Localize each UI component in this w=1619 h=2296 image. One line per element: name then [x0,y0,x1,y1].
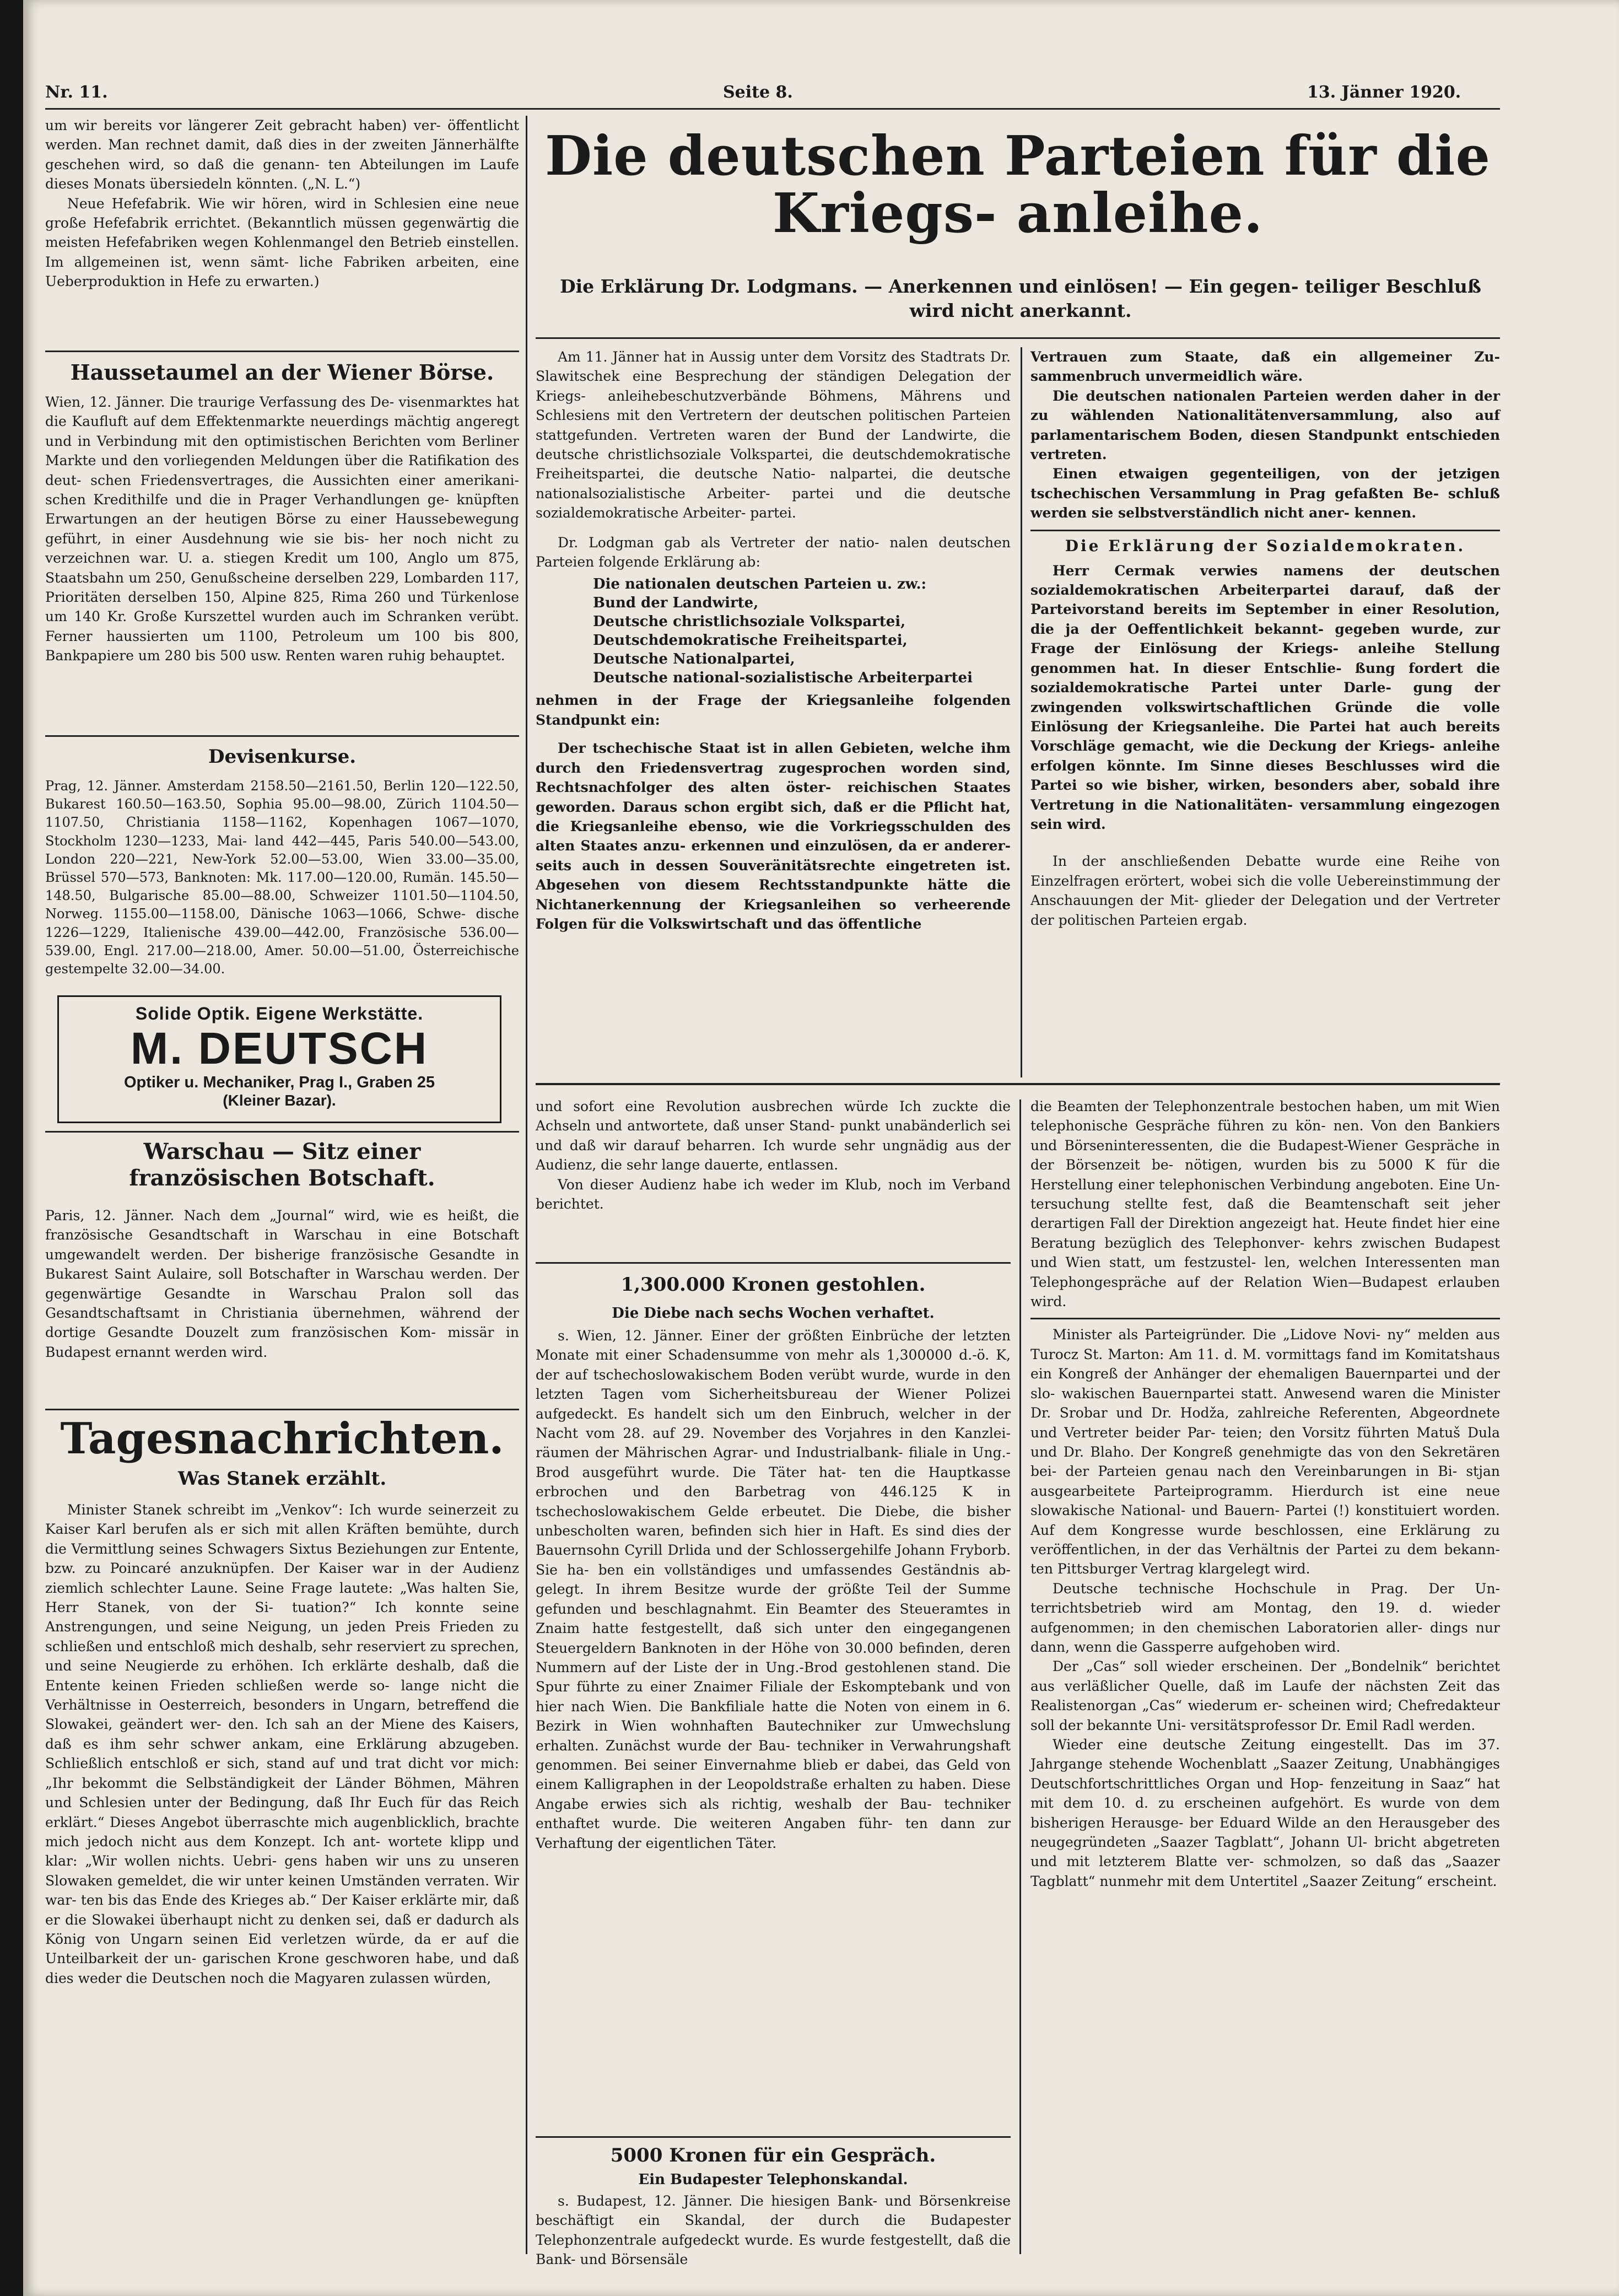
main-p3: nehmen in der Frage der Kriegsanleihe folgenden Standpunkt ein: [536,692,1011,728]
rule [1030,530,1500,531]
telephon-continued: die Beamten der Telephonzentrale bestochen haben, um mit Wien telephonische Gespräche führen zu kön- nen. Von den Bankiers und Börseninteressenten, die die Budapest-Wiener Gespräche in der Börsenzeit be- nötigen, wurden bis zu 5000 K für die Herstellung einer telephonischen Verbindung angeboten. Eine Un- tersuchung stellte fest, daß die Beamtenschaft seit jeher derartigen Fall der Direktion angezeigt hat. Heute findet hier eine Beratung bezüglich des Telephonver- kehrs zwischen Budapest und Wien statt, um festzustel- len, welchen Interessenten man Telephongespräche auf der Relation Wien—Budapest erlauben wird. [1030,1098,1500,1310]
gespraech-title: 5000 Kronen für ein Gespräch. [610,2144,936,2166]
hochschule-article: Deutsche technische Hochschule in Prag. Der Un- terrichtsbetrieb wird am Montag, den 19. d. wieder aufgenommen; in den chemischen Laboratorien aller- dings nur dann, wenn die Gassperre aufgehoben wird. [1030,1580,1500,1655]
header-rule [45,108,1500,110]
ad-line2: Optiker u. Mechaniker, Prag I., Graben 25 [123,1074,435,1091]
rule [45,1409,519,1410]
column-right-lower [1030,1097,1500,1891]
column-middle-lower [536,1097,1011,1214]
main-p8: Herr Cermak verwies namens der deutschen sozialdemokratischen Arbeiterpartei darauf, daß der Parteivorstand bereits im September in einer Resolution, die ja der Oeffentlichkeit bekannt- gegeben wurde, zur Frage der Einlösung der Kriegs- anleihe Stellung genommen hat. In dieser Entschlie- ßung fordert die sozialdemokratische Partei unter Darle- gung der zwingenden volkswirtschaftlichen Gründe die volle Einlösung der Kriegsanleihe. Die Partei hat auch bereits Vorschläge gemacht, wie die Deckung der Kriegs- anleihe erfolgen könnte. Im Sinne dieses Beschlusses wird die Partei so wie bisher, wirken, besonders aber, sobald ihre Vertretung in die Nationalitäten- versammlung eingezogen sein wird. [1030,562,1500,832]
issue-number: Nr. 11. [45,83,108,102]
tages-subtitle: Was Stanek erzählt. [177,1468,387,1490]
stanek-continued-2: Von dieser Audienz habe ich weder im Klub, noch im Verband berichtet. [536,1176,1011,1212]
ad-line3: (Kleiner Bazar). [223,1092,336,1109]
main-p5: Vertrauen zum Staate, daß ein allgemeiner Zu- sammenbruch unvermeidlich wäre. [1030,349,1500,385]
advertisement-deutsch [57,995,501,1123]
party-item: Die nationalen deutschen Parteien u. zw.: [593,576,927,593]
newspaper-page [23,0,1619,2296]
rule [536,337,1500,339]
page-number: Seite 8. [723,83,793,102]
warschau-article: Paris, 12. Jänner. Nach dem „Journal“ wird, wie es heißt, die französische Gesandtschaft in Warschau in eine Botschaft umgewandelt werden. Der bisherige französische Gesandte in Bukarest Saint Aulaire, soll Botschafter in Warschau werden. Der gegenwärtige Gesandte in Warschau Pralon soll das Gesandtschaftsamt in Christiania übernehmen, während der dortige Gesandte Douzelt zum französischen Kom- missär in Budapest ernannt werden wird. [45,1208,519,1360]
gespraech-article: s. Budapest, 12. Jänner. Die hiesigen Bank- und Börsenkreise beschäftigt ein Skandal, der durch die Budapester Telephonzentrale aufgedeckt wurde. Es wurde festgestellt, daß die Bank- und Börsensäle [536,2193,1011,2268]
issue-date: 13. Jänner 1920. [1307,83,1461,102]
gespraech-subtitle: Ein Budapester Telephonskandal. [638,2171,908,2188]
party-item: Bund der Landwirte, [593,595,759,612]
boerse-title: Haussetaumel an der Wiener Börse. [70,360,494,385]
main-headline: Die deutschen Parteien für die Kriegs- anleihe. [545,125,1491,245]
main-p6: Die deutschen nationalen Parteien werden daher in der zu wählenden Nationalitätenversammlung, also auf parlamentarischem Boden, diesen Standpunkt entschieden vertreten. [1030,387,1500,463]
ad-name: M. DEUTSCH [130,1023,429,1074]
cas-article: Der „Cas“ soll wieder erscheinen. Der „Bondelnik“ berichtet aus verläßlicher Quelle, daß im Laufe der nächsten Zeit das Realistenorgan „Cas“ wiederum er- scheinen wird; Chefredakteur soll der bekannte Uni- versitätsprofessor Dr. Emil Radl werden. [1030,1658,1500,1733]
party-item: Deutschdemokratische Freiheitspartei, [593,632,908,649]
party-item: Deutsche christlichsoziale Volkspartei, [593,613,906,630]
column-rule [1021,347,1022,1077]
rule [1030,1318,1500,1319]
party-item: Deutsche national-sozialistische Arbeiterpartei [593,670,973,687]
rule [536,1262,1011,1264]
ad-line1: Solide Optik. Eigene Werkstätte. [135,1004,424,1023]
main-article-col1 [536,347,1011,934]
rule [536,2136,1011,2138]
devisen-article: Prag, 12. Jänner. Amsterdam 2158.50—2161.50, Berlin 120—122.50, Bukarest 160.50—163.50, Sophia 95.00—98.00, Zürich 1104.50—1107.50, Christiania 1158—1162, Kopenhagen 1067—1070, Stockholm 1230—1233, Mai- land 442—445, Paris 540.00—543.00, London 220—221, New-York 52.00—53.00, Wien 33.00—35.00, Brüssel 570—573, Banknoten: Mk. 117.00—120.00, Rumän. 145.50—148.50, Bulgarische 85.00—88.00, Schweizer 1101.50—1104.50, Norweg. 1155.00—1158.00, Dänische 1063—1066, Schwe- dische 1226—1229, Italienische 439.00—442.00, Französische 536.00—539.00, Engl. 217.00—218.00, Amer. 50.00—51.00, Österreichische gestempelte 32.00—34.00. [45,778,519,977]
main-p7: Einen etwaigen gegenteiligen, von der jetzigen tschechischen Versammlung in Prag gefaßten Be- schluß werden sie selbstverständlich nicht aner- kennen. [1030,466,1500,521]
column-left [45,116,519,292]
kronen-subtitle: Die Diebe nach sechs Wochen verhaftet. [612,1305,935,1322]
rule [45,735,519,737]
main-article-col2 [1030,347,1500,930]
rule [45,351,519,352]
rule [45,1131,519,1133]
party-item: Deutsche Nationalpartei, [593,651,795,668]
zeitung-article: Wieder eine deutsche Zeitung eingestellt. Das im 37. Jahrgange stehende Wochenblatt „Saazer Zeitung, Unabhängiges Deutschfortschrittliches Organ und Hop- fenzeitung in Saaz“ hat mit dem 10. d. zu erscheinen aufgehört. Es wurde von dem bisherigen Herausge- ber Eduard Wilde an den Herausgeber des neugegründeten „Saazer Tagblatt“, Johann Ul- bricht abgetreten und mit letzterem Blatte ver- schmolzen, so daß das „Saazer Tagblatt“ nunmehr mit dem Untertitel „Saazer Zeitung“ erscheint. [1030,1737,1500,1889]
main-p9: In der anschließenden Debatte wurde eine Reihe von Einzelfragen erörtert, wobei sich die volle Uebereinstimmung der Anschauungen der Mit- glieder der Delegation und der Vertreter der politischen Parteien ergab. [1030,853,1500,928]
main-p4: Der tschechische Staat ist in allen Gebieten, welche ihm durch den Friedensvertrag zugesprochen worden sind, Rechtsnachfolger des alten öster- reichischen Staates geworden. Daraus schon ergibt sich, daß er die Pflicht hat, die Kriegsanleihe ebenso, wie die Vorkriegsschulden des alten Staates anzu- erkennen und einzulösen, da er anderer- seits auch in dessen Souveränitätsrechte eingetreten ist. Abgesehen von diesem Rechtsstandpunkte hätte die Nichtanerkennung der Kriegsanleihen so verheerende Folgen für die Volkswirtschaft und das öffentliche [536,740,1011,932]
main-subtitle: Die Erklärung Dr. Lodgmans. — Anerkennen und einlösen! — Ein gegen- teiliger Beschluß wird nicht anerkannt. [560,276,1481,321]
column-rule [1019,1100,1021,2254]
hefe-article: Neue Hefefabrik. Wie wir hören, wird in Schlesien eine neue große Hefefabrik errichtet. (Bekanntlich müssen gegenwärtig die meisten Hefefabriken wegen Kohlenmangel den Betrieb einstellen. Im allgemeinen ist, wenn sämt- liche Fabriken arbeiten, eine Ueberproduktion in Hefe zu erwarten.) [45,195,519,290]
boerse-article: Wien, 12. Jänner. Die traurige Verfassung des De- visenmarktes hat die Kaufluft auf dem Effektenmarkte neuerdings mächtig angeregt und in Verbindung mit den optimistischen Berichten vom Berliner Markte und den vorliegenden Meldungen über die Ratifikation des deut- schen Friedensvertrages, die Aussichten einer amerikani- schen Kredithilfe und die in Prager Verhandlungen ge- knüpften Erwartungen an der heutigen Börse zu einer Haussebewegung geführt, in einer Ausdehnung wie sie bis- her noch nicht zu verzeichnen war. U. a. stiegen Kredit um 100, Anglo um 875, Staatsbahn um 250, Genußscheine derselben 229, Lombarden 117, Prioritäten derselben 150, Alpine 825, Rima 260 und Türkenlose um 140 Kr. Große Kurszettel wurden auch im Schranken verübt. Ferner haussierten um 1100, Petroleum um 100 bis 800, Bankpapiere um 280 bis 500 usw. Renten waren ruhig behauptet. [45,394,519,664]
tages-title: Tagesnachrichten. [60,1414,504,1464]
kronen-article: s. Wien, 12. Jänner. Einer der größten Einbrüche der letzten Monate mit einer Schadensumme von mehr als 1,300000 d.-ö. K, der auf tschechoslowakischem Boden verübt wurde, wurde in den letzten Tagen vom Sicherheitsbureau der Wiener Polizei aufgedeckt. Es handelt sich um den Einbruch, welcher in der Nacht vom 28. auf 29. November des Vorjahres in den Kanzlei- räumen der Mährischen Agrar- und Industrialbank- filiale in Ung.-Brod ausgeführt wurde. Die Täter hat- ten die Hauptkasse erbrochen und den Barbetrag von 446.125 K in tschechoslowakischem Gelde erbeutet. Die Diebe, die bisher unbescholten waren, befinden sich hier in Haft. Es sind dies der Bauernsohn Cyrill Drlida und der Schlossergehilfe Johann Fryborb. Sie ha- ben ein vollständiges und umfassendes Geständnis ab- gelegt. In ihrem Besitze wurde der größte Teil der Summe gefunden und beschlagnahmt. Ein Beamter des Steueramtes in Znaim hatte festgestellt, daß sich unter den eingegangenen Steuergeldern Banknoten in der Höhe von 30.000 befinden, deren Nummern auf der Liste der in Ung.-Brod gestohlenen stand. Die Spur führte zu einer Znaimer Filiale der Eskomptebank und von hier nach Wien. Die Bankfiliale hatte die Noten von einem in 6. Bezirk in Wien wohnhaften Bautechniker zur Umwechslung erhalten. Zunächst wurde der Bau- techniker in Verwahrungshaft genommen. Bei seiner Einvernahme blieb er dabei, das Geld von einem Kalligraphen in der Leopoldstraße erhalten zu haben. Diese Angabe erwies sich als richtig, weshalb der Bau- techniker enthaftet wurde. Die weiteren Angaben führ- ten dann zur Verhaftung der eigentlichen Täter. [536,1328,1011,1851]
devisen-title: Devisenkurse. [208,746,357,768]
sozi-title: Die Erklärung der Sozialdemokraten. [1065,536,1466,555]
rule [536,1083,1500,1085]
main-p2: Dr. Lodgman gab als Vertreter der natio- nalen deutschen Parteien folgende Erklärung ab: [536,534,1011,570]
intro-text: um wir bereits vor längerer Zeit gebracht haben) ver- öffentlicht werden. Man rechnet damit, daß dies in der zweiten Jännerhälfte geschehen wird, so daß die genann- ten Abteilungen im Laufe dieses Monats übersiedeln könnten. („N. L.“) [45,117,519,192]
column-rule [526,116,527,2254]
main-p1: Am 11. Jänner hat in Aussig unter dem Vorsitz des Stadtrats Dr. Slawitschek eine Besprechung der ständigen Delegation der Kriegs- anleihebeschutzverbände Böhmens, Mährens und Schlesiens mit den Vertretern der deutschen politischen Parteien stattgefunden. Vertreten waren der Bund der Landwirte, die deutsche christlichsoziale Volkspartei, die deutschdemokratische Freiheitspartei, die deutsche Natio- nalpartei, die deutsche nationalsozialistische Arbeiter- partei und die deutsche sozialdemokratische Arbeiter- partei. [536,349,1011,521]
stanek-article: Minister Stanek schreibt im „Venkov“: Ich wurde seinerzeit zu Kaiser Karl berufen als er sich mit allen Kräften bemühte, durch die Vermittlung seines Schwagers Sixtus Beziehungen zur Entente, bzw. zu Poincaré anzuknüpfen. Der Kaiser war in der Audienz ziemlich schlechter Laune. Seine Frage lautete: „Was halten Sie, Herr Stanek, von der Si- tuation?“ Ich konnte seine Anstrengungen, und seine Neigung, un jeden Preis Frieden zu schließen und entschloß mich deshalb, sehr reserviert zu sprechen, und seine Neugierde zu erhöhen. Ich erklärte deshalb, daß die Entente keinen Frieden schließen werde so- lange nicht die Verhältnisse in Oesterreich, besonders in Ungarn, betreffend die Slowakei, geändert wer- den. Ich sah an der Miene des Kaisers, daß es ihm sehr schwer ankam, eine Erklärung abzugeben. Schließlich entschloß er sich, stand auf und trat dicht vor mich: „Ihr bekommt die Selbständigkeit der Länder Böhmen, Mähren und Schlesien unter der Bedingung, daß Ihr Euch für das Reich erklärt.“ Dieses Angebot überraschte mich augenblicklich, brachte mich jedoch nicht aus dem Konzept. Ich ant- wortete klipp und klar: „Wir wollen nichts. Uebri- gens haben wir uns zu unseren Slowaken gemeldet, die wir unter keinen Umständen verraten. Wir war- ten bis das Ende des Krieges ab.“ Der Kaiser erklärte mir, daß er die Slowakei überhaupt nicht zu denken sei, daß er dadurch als König von Ungarn seinen Eid verletzen würde, da er auf die Unteilbarkeit der un- garischen Krone geschworen habe, und daß dies weder die Deutschen noch die Magyaren zulassen würden, [45,1502,519,1986]
kronen-title: 1,300.000 Kronen gestohlen. [620,1274,926,1296]
minister-article: Minister als Parteigründer. Die „Lidove Novi- ny“ melden aus Turocz St. Marton: Am 11. d. M. vormittags fand im Komitatshaus ein Kongreß der Anhänger der ehemaligen Bauernpartei und der slo- wakischen Bauernpartei statt. Anwesend waren die Minister Dr. Srobar und Dr. Hodža, zahlreiche Referenten, Abgeordnete und Vertreter beider Par- teien; den Vorsitz führten Matuš Dula und Dr. Blaho. Der Kongreß genehmigte das von den Sekretären bei- der Parteien genau nach den Vereinbarungen in Bi- stjan ausgearbeitete Parteiprogramm. Hierdurch ist eine neue slowakische National- und Bauern- Partei (!) konstituiert worden. Auf dem Kongresse wurde beschlossen, eine Erklärung zu veröffentlichen, in der das Verhältnis der Partei zu dem bekann- ten Pittsburger Vertrag klargelegt wird. [1030,1327,1500,1577]
party-list [536,575,1011,687]
stanek-continued: und sofort eine Revolution ausbrechen würde Ich zuckte die Achseln und antwortete, daß unser Stand- punkt unabänderlich sei und daß wir darauf beharren. Ich wurde sehr ungnädig aus der Audienz, die sehr lange dauerte, entlassen. [536,1098,1011,1173]
warschau-title: Warschau — Sitz einer französischen Botschaft. [129,1139,435,1191]
